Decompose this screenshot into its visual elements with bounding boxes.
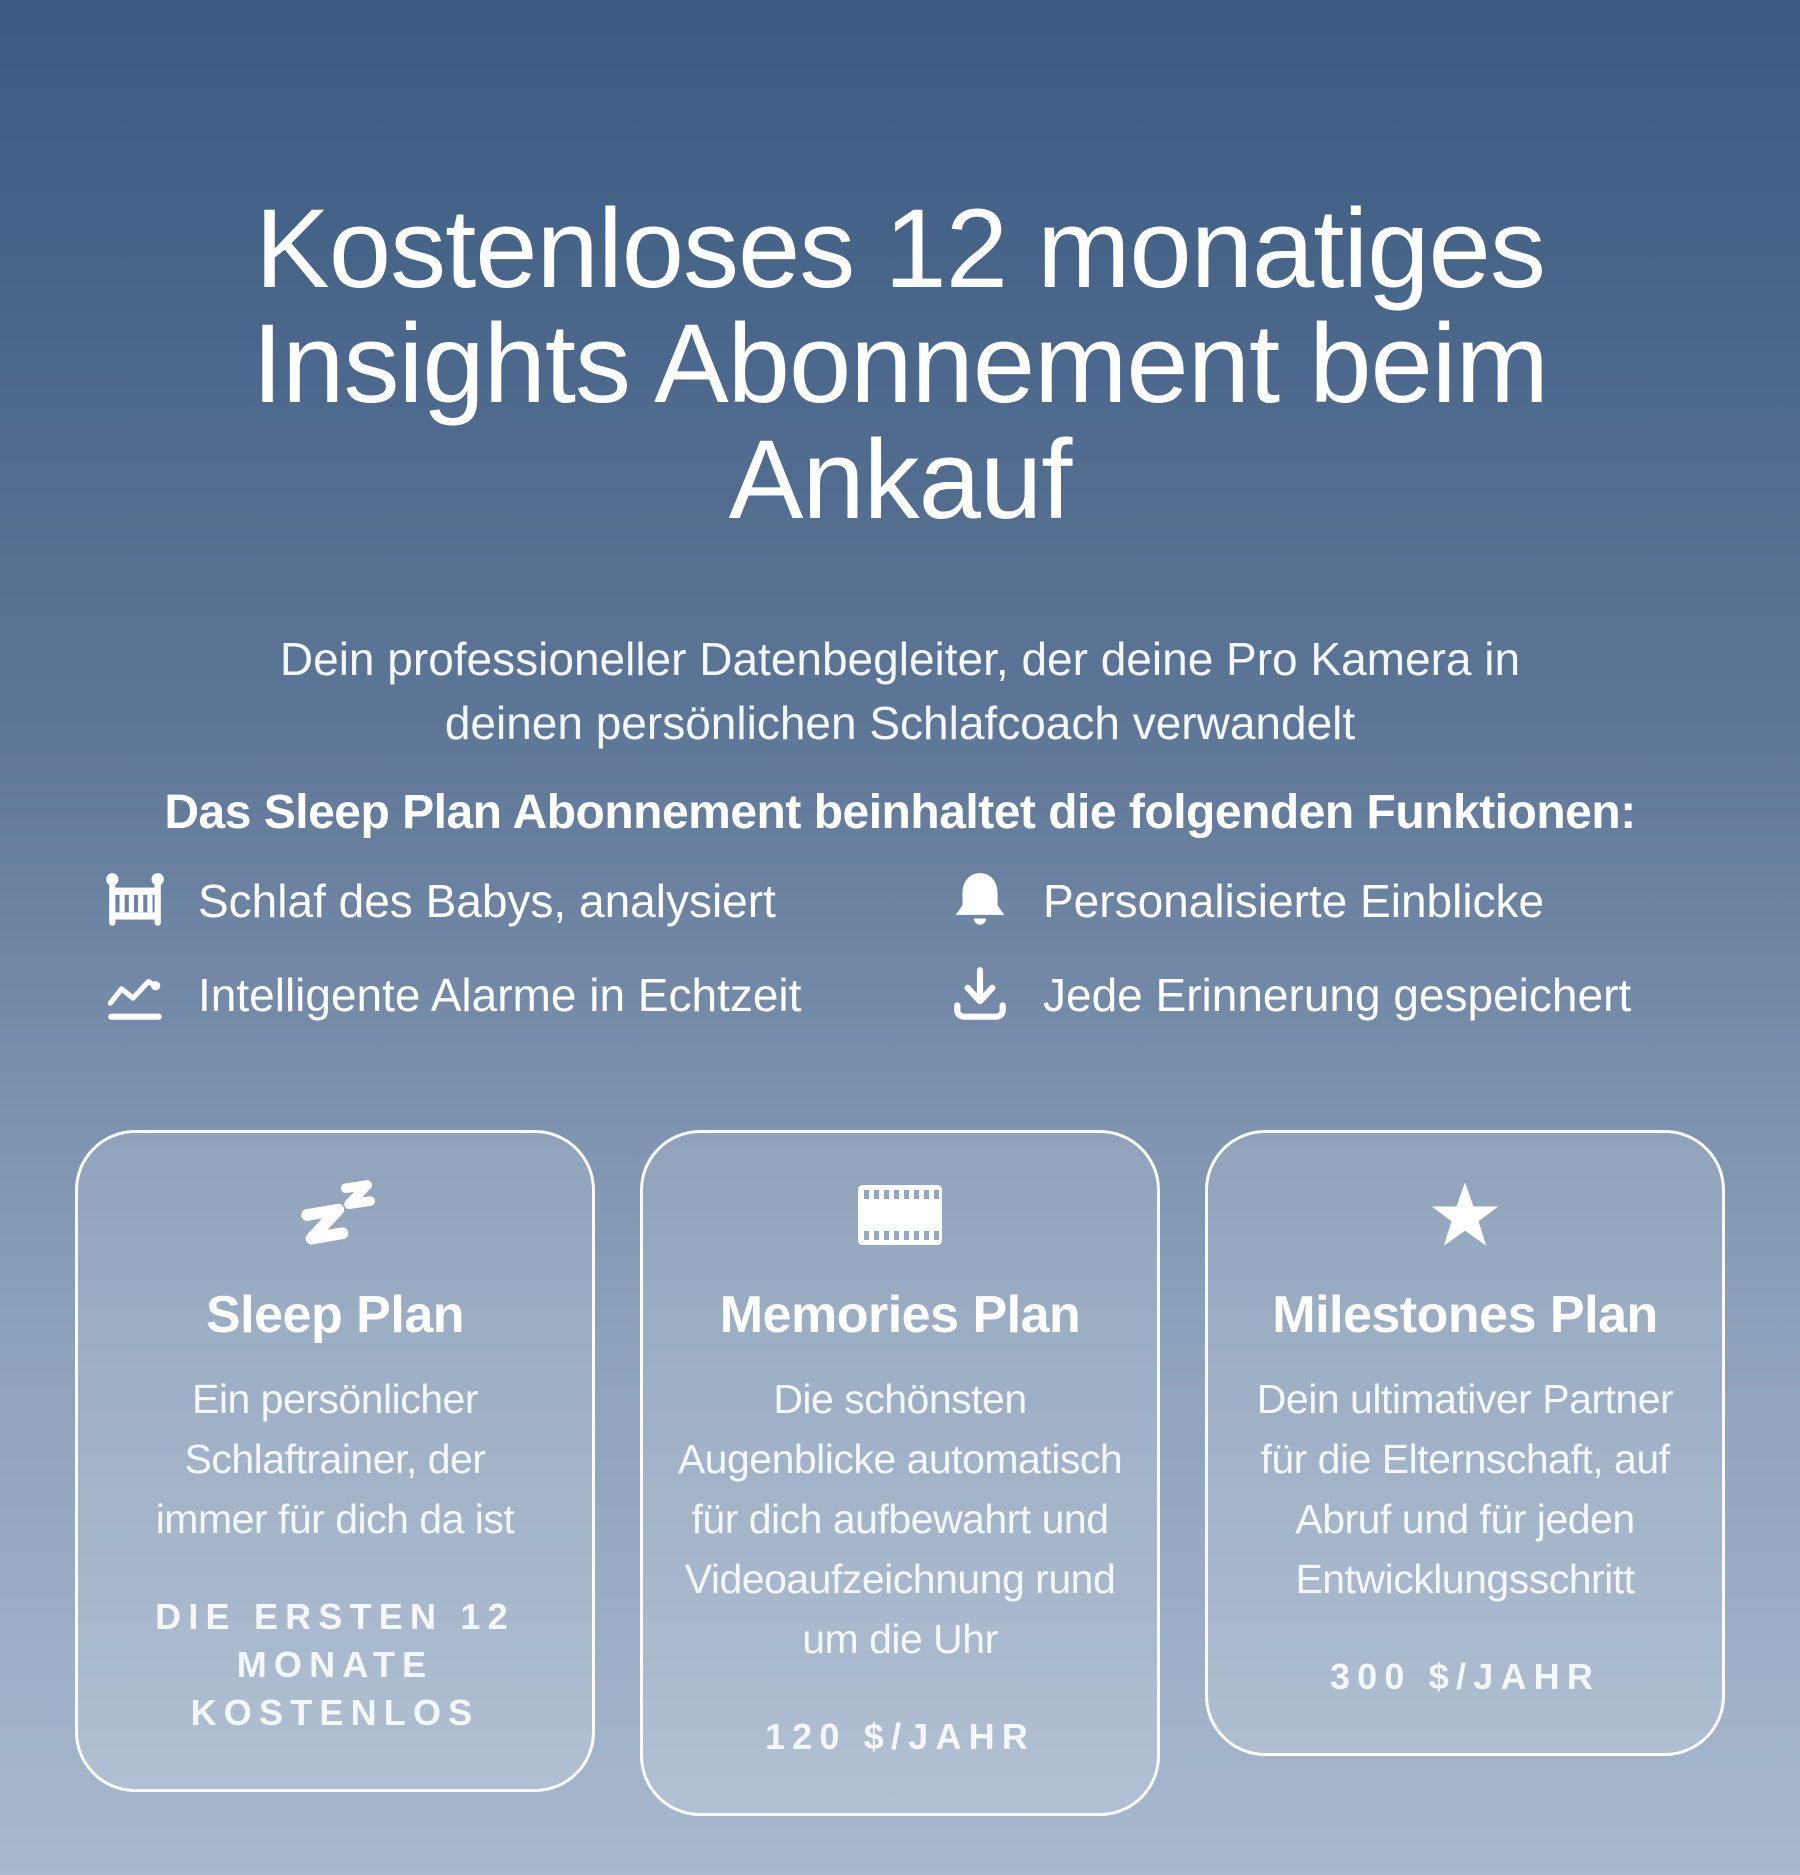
promo-page (0, 75, 1800, 1875)
plan-title: Milestones Plan (1272, 1286, 1658, 1345)
line-chart-icon (100, 960, 170, 1030)
feature-label: Jede Erinnerung gespeichert (1043, 969, 1632, 1022)
plan-cards (0, 1130, 1800, 1816)
feature-label: Intelligente Alarme in Echtzeit (198, 969, 802, 1022)
crib-icon (100, 866, 170, 936)
plan-description: Die schönsten Augenblicke automatisch für dich aufbewahrt und Videoaufzeichnung rund um die Uhr (677, 1376, 1123, 1663)
subtitle-line: deinen persönlichen Schlafcoach verwandelt (444, 697, 1356, 750)
feature-label: Personalisierte Einblicke (1043, 875, 1545, 928)
star-icon (1218, 1171, 1712, 1259)
feature-personal-insights (945, 866, 1700, 936)
subtitle (0, 627, 1800, 755)
feature-smart-alerts (100, 960, 945, 1030)
page-title (0, 75, 1800, 542)
plan-card-sleep (75, 1130, 595, 1792)
download-icon (945, 960, 1015, 1030)
feature-baby-sleep (100, 866, 945, 936)
plan-card-memories (640, 1130, 1160, 1816)
features-list (100, 866, 1700, 1030)
title-line: Insights Abonnement beim (252, 301, 1548, 427)
feature-memories-saved (945, 960, 1700, 1030)
plan-price: 300 $/JAHR (1329, 1656, 1601, 1698)
plan-description: Ein persönlicher Schlaftrainer, der immer für dich da ist (155, 1376, 515, 1543)
film-strip-icon (653, 1171, 1147, 1259)
title-line: Kostenloses 12 monatiges (255, 186, 1545, 312)
plan-card-milestones (1205, 1130, 1725, 1756)
plan-title: Sleep Plan (206, 1286, 464, 1345)
bell-icon (945, 866, 1015, 936)
features-heading: Das Sleep Plan Abonnement beinhaltet die folgenden Funktionen: (164, 786, 1636, 840)
title-line: Ankauf (728, 416, 1072, 542)
subtitle-line: Dein professioneller Datenbegleiter, der deine Pro Kamera in (279, 633, 1521, 686)
plan-price: 120 $/JAHR (764, 1716, 1036, 1758)
plan-price: DIE ERSTEN 12 MONATE KOSTENLOS (155, 1596, 515, 1734)
feature-label: Schlaf des Babys, analysiert (198, 875, 776, 928)
plan-title: Memories Plan (719, 1286, 1081, 1345)
plan-description: Dein ultimativer Partner für die Elternschaft, auf Abruf und für jeden Entwicklungsschritt (1256, 1376, 1674, 1603)
sleep-zz-icon (88, 1171, 582, 1259)
